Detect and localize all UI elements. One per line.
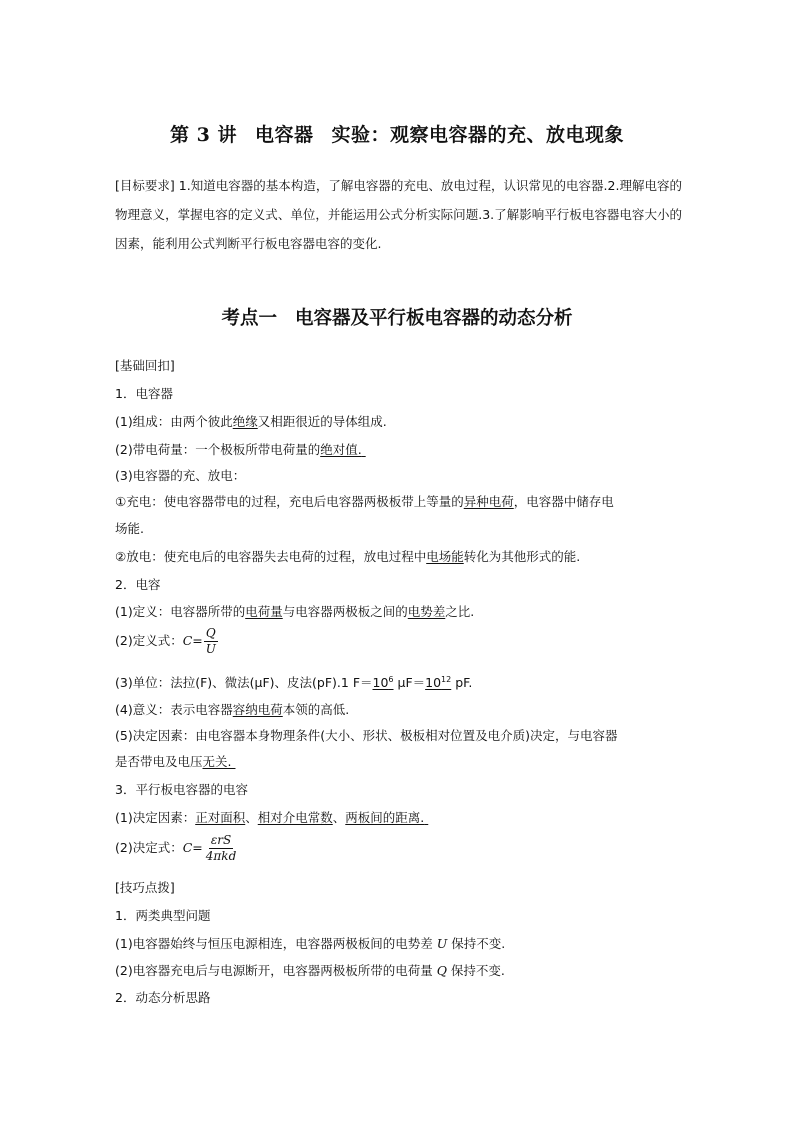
learning-goals	[115, 171, 682, 258]
charging-line-cont: 场能.	[115, 521, 144, 536]
capacitance-factors: (5)决定因素：由电容器本身物理条件(大小、形状、极板相对位置及电介质)决定，与电容器	[115, 728, 618, 743]
goal-tag: [目标要求]	[115, 178, 175, 193]
capacitance-factors-cont: 是否带电及电压无关.	[115, 754, 232, 769]
capacitor-charge: (2)带电荷量：一个极板所带电荷量的绝对值.	[115, 442, 362, 457]
lecture-topic: 电容器	[254, 124, 314, 146]
answer-blank: $10^6$	[372, 675, 394, 690]
answer-blank: 两板间的距离.	[345, 810, 425, 825]
parallel-plate-factors: (1)决定因素：正对面积、相对介电常数、两板间的距离.	[115, 810, 425, 825]
answer-blank: 无关.	[202, 754, 232, 769]
answer-blank: $10^{12}$	[425, 675, 452, 690]
item-typical-problems-title: 1．两类典型问题	[115, 908, 211, 923]
answer-blank: 绝缘	[232, 414, 258, 429]
capacitance-meaning: (4)意义：表示电容器容纳电荷本领的高低.	[115, 702, 350, 717]
charge-discharge-title: (3)电容器的充、放电：	[115, 468, 246, 483]
basics-heading: [基础回扣]	[115, 358, 175, 373]
goal-text: 1.知道电容器的基本构造，了解电容器的充电、放电过程，认识常见的电容器.2.理解电容的物理意义，掌握电容的定义式、单位，并能运用公式分析实际问题.3.了解影响平行板电容器电容大小的因素，能利用公式判断平行板电容器电容的变化.	[115, 178, 682, 251]
parallel-plate-formula: (2)决定式：C= $\frac{\text{εrS}}{\text{4πkd}}$	[115, 833, 237, 863]
capacitance-definition: (1)定义：电容器所带的电荷量与电容器两极板之间的电势差之比.	[115, 604, 475, 619]
lecture-number: 第 3 讲	[170, 124, 237, 146]
section-title	[0, 304, 794, 330]
typical-problem-1: (1)电容器始终与恒压电源相连，电容器两极板间的电势差 U 保持不变.	[115, 936, 506, 951]
typical-problem-2: (2)电容器充电后与电源断开，电容器两极板所带的电荷量 Q 保持不变.	[115, 963, 505, 978]
answer-blank: 电场能	[426, 549, 464, 564]
epsilon-s-over-4pikd-fraction: $\frac{\text{εrS}}{\text{4πkd}}$	[205, 833, 237, 863]
item-capacitance-title: 2．电容	[115, 577, 161, 592]
answer-blank: 电势差	[407, 604, 446, 619]
discharging-line: ②放电：使充电后的电容器失去电荷的过程，放电过程中电场能转化为其他形式的能.	[115, 549, 581, 564]
tips-heading: [技巧点拨]	[115, 880, 175, 895]
answer-blank: 异种电荷	[463, 494, 514, 509]
item-dynamic-analysis-title: 2．动态分析思路	[115, 990, 211, 1005]
capacitance-unit: (3)单位：法拉(F)、微法(μF)、皮法(pF).1 $F=10^6$ $\mu F=10^{12}$ pF.	[115, 675, 473, 690]
item-capacitor-title: 1．电容器	[115, 386, 173, 401]
answer-blank: 相对介电常数	[257, 810, 333, 825]
capacitance-formula: (2)定义式：C= $\frac{Q}{U}$	[115, 626, 216, 656]
answer-blank: 绝对值.	[320, 442, 362, 457]
lecture-title	[0, 120, 794, 147]
answer-blank: 容纳电荷	[232, 702, 283, 717]
capacitor-composition: (1)组成：由两个彼此绝缘又相距很近的导体组成.	[115, 414, 387, 429]
charging-line: ①充电：使电容器带电的过程，充电后电容器两极板带上等量的异种电荷，电容器中储存电	[115, 494, 614, 509]
lecture-experiment: 实验：观察电容器的充、放电现象	[331, 124, 624, 146]
item-parallel-plate-title: 3．平行板电容器的电容	[115, 782, 248, 797]
answer-blank: 正对面积	[195, 810, 246, 825]
section-topic: 电容器及平行板电容器的动态分析	[295, 308, 573, 329]
answer-blank: 电荷量	[245, 604, 283, 619]
q-over-u-fraction: $\frac{Q}{U}$	[205, 626, 216, 656]
section-number: 考点一	[221, 308, 277, 329]
